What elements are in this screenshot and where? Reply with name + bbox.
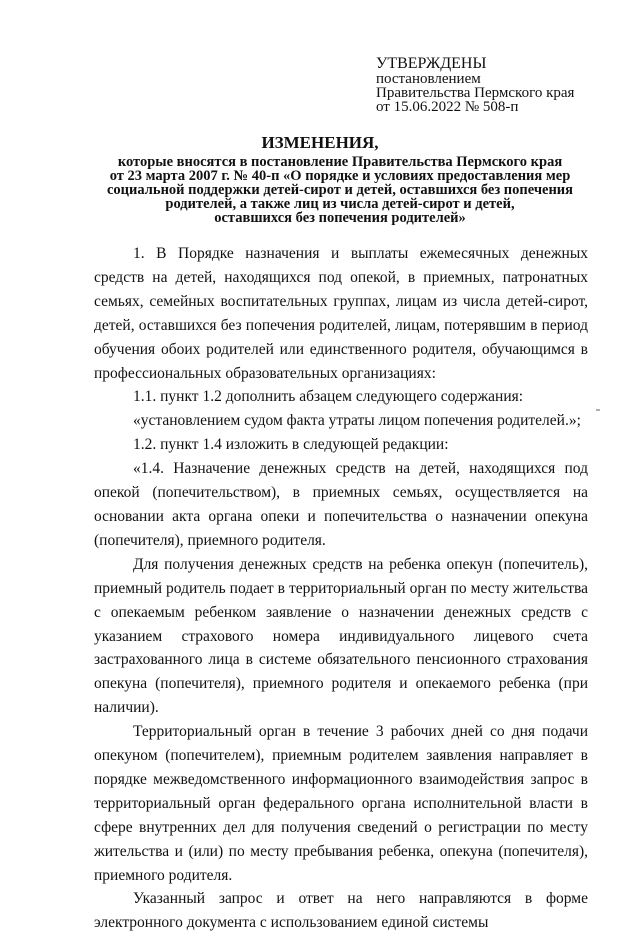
paragraph-quote-1-2: «установлением судом факта утраты лицом попечения родителей.»; bbox=[133, 412, 581, 430]
paragraph-application: Для получения денежных средств на ребенка опекун (попечитель), приемный родитель подает в территориальный орган по месту жительства с опекаемым ребенком заявление о назначении денежных средств с указанием страхового номера индивидуального лицевого счета застрахованного лица в системе обязательного пенсионного страхования опекуна (попечителя), приемного родителя и опекаемого ребенка (при наличии). bbox=[94, 555, 588, 717]
paragraph-item-1-1: 1.1. пункт 1.2 дополнить абзацем следующего содержания: bbox=[133, 388, 524, 406]
approval-heading: УТВЕРЖДЕНЫ bbox=[376, 55, 487, 72]
paragraph-request: Указанный запрос и ответ на него направляются в форме электронного документа с использованием единой системы bbox=[94, 890, 588, 932]
subtitle-line: родителей, а также лиц из числа детей-сирот и детей, bbox=[165, 196, 515, 212]
scan-mark bbox=[596, 409, 600, 411]
subtitle-line: оставшихся без попечения родителей» bbox=[214, 210, 466, 226]
approval-line-resolution: постановлением bbox=[376, 71, 481, 87]
approval-stamp bbox=[376, 55, 616, 114]
paragraph-item-1: 1. В Порядке назначения и выплаты ежемесячных денежных средств на детей, находящихся под опекой, в приемных, патронатных семьях, семейных воспитательных группах, лицам из числа детей-сирот, детей, оставшихся без попечения родителей, лицам, потерявшим в период обучения обоих родителей или единственного родителя, обучающимся в профессиональных образовательных организациях: bbox=[94, 245, 588, 382]
paragraph-quote-1-4: «1.4. Назначение денежных средств на детей, находящихся под опекой (попечительством), в приемных семьях, осуществляется на основании акта органа опеки и попечительства о назначении опекуна (попечителя), приемного родителя. bbox=[94, 460, 588, 549]
subtitle-line: социальной поддержки детей-сирот и детей, оставшихся без попечения bbox=[107, 182, 573, 198]
paragraph-territorial-organ: Территориальный орган в течение 3 рабочих дней со дня подачи опекуном (попечителем), приемным родителем заявления направляет в порядке межведомственного информационного взаимодействия запрос в территориальный орган федерального органа исполнительной власти в сфере внутренних дел для получения сведений о регистрации по месту жительства и (или) по месту пребывания ребенка, опекуна (попечителя), приемного родителя. bbox=[94, 723, 588, 884]
document-title: ИЗМЕНЕНИЯ, bbox=[261, 133, 379, 152]
approval-line-date-number: от 15.06.2022 № 508-п bbox=[376, 99, 519, 115]
approval-line-government: Правительства Пермского края bbox=[376, 85, 575, 101]
subtitle-line: которые вносятся в постановление Правительства Пермского края bbox=[117, 154, 563, 170]
document-body bbox=[94, 242, 588, 935]
document-subtitle bbox=[92, 155, 588, 225]
paragraph-item-1-2: 1.2. пункт 1.4 изложить в следующей редакции: bbox=[133, 436, 449, 454]
subtitle-line: от 23 марта 2007 г. № 40-п «О порядке и условиях предоставления мер bbox=[109, 168, 571, 184]
